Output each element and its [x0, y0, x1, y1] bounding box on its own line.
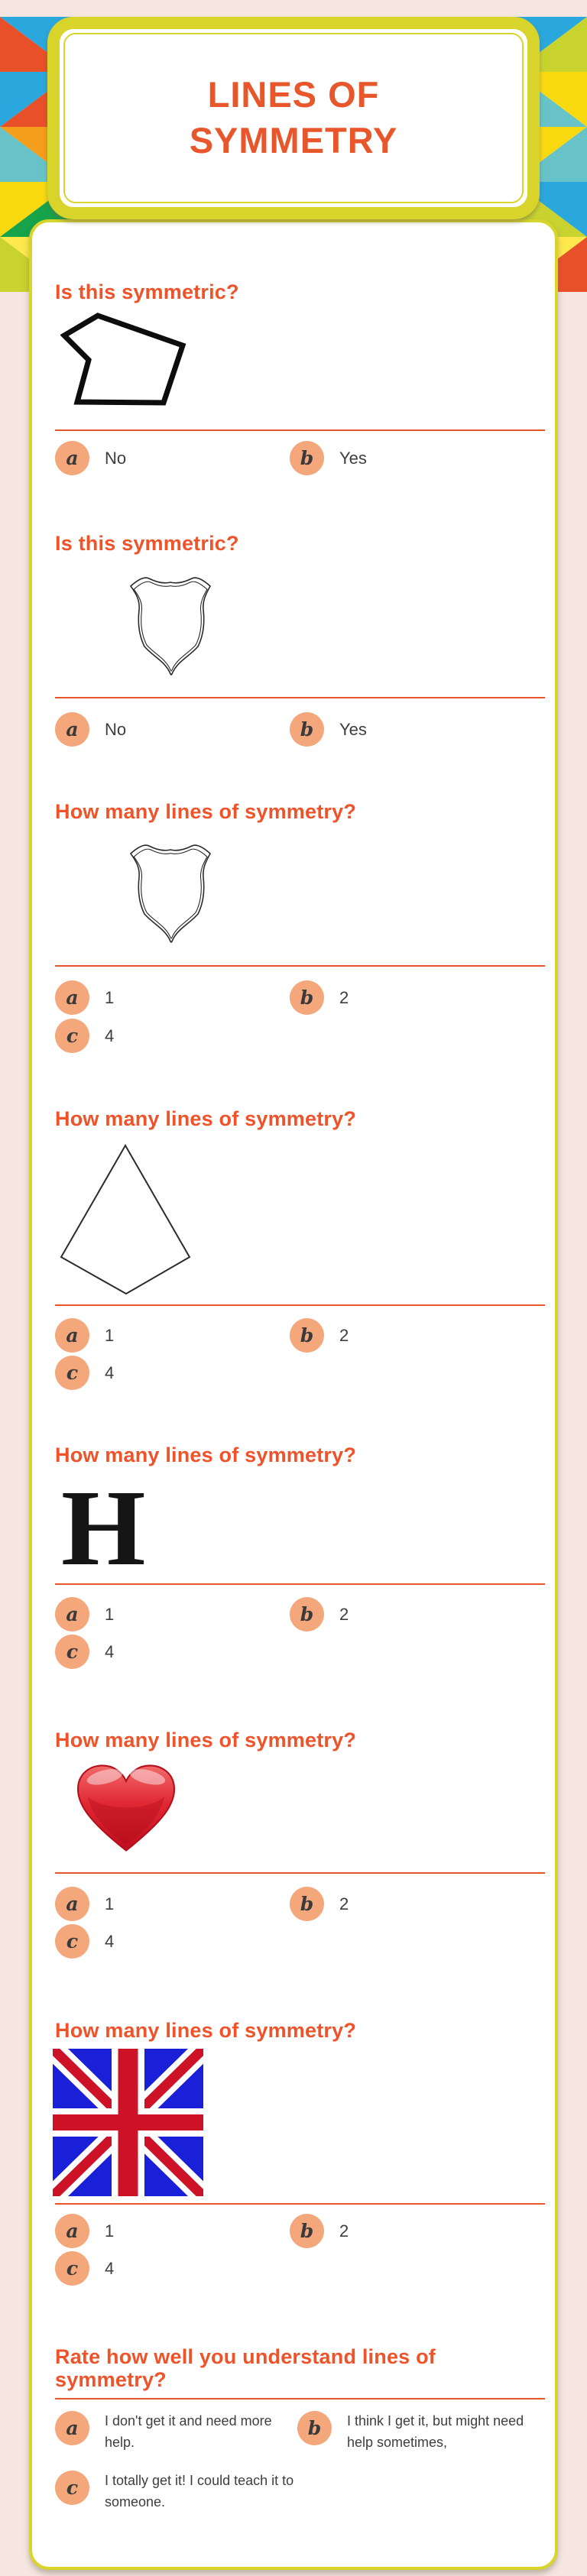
option-label: 4 — [105, 1931, 115, 1951]
option-letter: b — [300, 1603, 314, 1625]
option-a[interactable] — [55, 712, 290, 747]
option-letter: a — [66, 447, 79, 469]
rating-option-label: I totally get it! I could teach it to someone. — [105, 2472, 294, 2510]
rating-option-b[interactable] — [297, 2411, 545, 2454]
section-divider — [55, 965, 545, 967]
section-divider — [55, 2203, 545, 2205]
option-label: 1 — [105, 2221, 115, 2241]
worksheet-body-card — [29, 219, 558, 2570]
union-jack-flag — [53, 2049, 203, 2196]
option-letter-badge — [55, 1597, 89, 1631]
option-label: 2 — [339, 1604, 349, 1624]
option-letter-badge — [290, 1318, 324, 1353]
pentagon-shape — [60, 311, 190, 409]
option-letter: c — [66, 1930, 79, 1952]
option-letter-badge — [290, 712, 324, 747]
option-b[interactable] — [290, 441, 545, 475]
option-b[interactable] — [290, 980, 545, 1015]
option-label: 4 — [105, 2258, 115, 2278]
option-letter: b — [300, 987, 314, 1009]
question-title: How many lines of symmetry? — [55, 1444, 357, 1466]
option-c[interactable] — [55, 1019, 290, 1053]
option-letter: c — [66, 1025, 79, 1047]
option-label: 1 — [105, 1604, 115, 1624]
rating-option-a[interactable] — [55, 2411, 297, 2454]
option-letter: c — [66, 2476, 79, 2499]
option-letter: a — [66, 987, 79, 1009]
option-b[interactable] — [290, 1597, 545, 1631]
option-letter: a — [66, 1603, 79, 1625]
option-letter: a — [66, 2220, 79, 2242]
option-label: 4 — [105, 1641, 115, 1661]
option-letter-badge — [55, 1924, 89, 1959]
option-letter: b — [300, 1893, 314, 1915]
heart-shape — [73, 1761, 180, 1855]
option-letter: c — [66, 2257, 79, 2280]
option-letter: b — [300, 1324, 314, 1346]
option-letter: b — [307, 2417, 322, 2439]
worksheet-title-line2: SYMMETRY — [189, 120, 398, 160]
option-label: Yes — [339, 719, 367, 739]
option-letter-badge — [290, 1597, 324, 1631]
option-label: 2 — [339, 1325, 349, 1345]
option-letter-badge — [55, 2251, 89, 2286]
option-label: 2 — [339, 2221, 349, 2241]
option-label: 1 — [105, 1325, 115, 1345]
option-a[interactable] — [55, 2214, 290, 2248]
option-a[interactable] — [55, 1887, 290, 1921]
option-c[interactable] — [55, 1356, 290, 1390]
option-b[interactable] — [290, 712, 545, 747]
option-letter-badge — [55, 712, 89, 747]
section-divider — [55, 429, 545, 431]
option-b[interactable] — [290, 1318, 545, 1353]
rating-option-label: I don't get it and need more help. — [105, 2413, 272, 2450]
section-divider — [55, 1872, 545, 1874]
option-b[interactable] — [290, 1887, 545, 1921]
option-a[interactable] — [55, 441, 290, 475]
option-label: 4 — [105, 1363, 115, 1382]
option-letter-badge — [290, 980, 324, 1015]
option-letter-badge — [55, 1887, 89, 1921]
option-letter: a — [66, 718, 79, 740]
worksheet-header-card — [47, 17, 540, 219]
option-letter-badge — [290, 2214, 324, 2248]
rating-option-c[interactable] — [55, 2471, 297, 2513]
question-title: Is this symmetric? — [55, 280, 239, 303]
section-divider — [55, 1304, 545, 1306]
option-letter: b — [300, 447, 314, 469]
option-letter-badge — [55, 1356, 89, 1390]
option-b[interactable] — [290, 2214, 545, 2248]
option-label: 1 — [105, 987, 115, 1007]
option-label: No — [105, 719, 127, 739]
rating-option-label: I think I get it, but might need help sometimes, — [347, 2413, 524, 2450]
option-a[interactable] — [55, 1318, 290, 1353]
option-letter: a — [66, 1893, 79, 1915]
option-letter: c — [66, 1641, 79, 1663]
option-letter: b — [300, 718, 314, 740]
option-letter-badge — [290, 441, 324, 475]
option-letter: c — [66, 1362, 79, 1384]
section-divider — [55, 2398, 545, 2399]
question-title: How many lines of symmetry? — [55, 2019, 357, 2042]
option-letter-badge — [55, 441, 89, 475]
option-letter: b — [300, 2220, 314, 2242]
shield-shape — [129, 842, 212, 944]
option-label: 2 — [339, 987, 349, 1007]
option-letter-badge — [55, 980, 89, 1015]
worksheet-title — [60, 29, 527, 164]
worksheet-title-line1: LINES OF — [207, 74, 380, 115]
shield-shape — [129, 575, 212, 676]
option-letter: a — [66, 1324, 79, 1346]
option-label: No — [105, 448, 127, 468]
option-c[interactable] — [55, 1635, 290, 1669]
option-letter-badge — [55, 1635, 89, 1669]
option-letter: a — [66, 2417, 79, 2439]
option-label: Yes — [339, 448, 367, 468]
option-letter-badge — [55, 2471, 89, 2505]
kite-shape — [57, 1142, 194, 1295]
letter-h-figure: H — [61, 1467, 146, 1588]
question-title: Is this symmetric? — [55, 532, 239, 555]
question-title: How many lines of symmetry? — [55, 1107, 357, 1130]
rating-title: Rate how well you understand lines of symmetry? — [55, 2345, 436, 2391]
question-title: How many lines of symmetry? — [55, 1729, 357, 1751]
option-c[interactable] — [55, 1924, 290, 1959]
option-letter-badge — [55, 2214, 89, 2248]
option-letter-badge — [290, 1887, 324, 1921]
option-a[interactable] — [55, 980, 290, 1015]
option-letter-badge — [55, 2411, 89, 2445]
option-letter-badge — [55, 1318, 89, 1353]
option-a[interactable] — [55, 1597, 290, 1631]
option-letter-badge — [55, 1019, 89, 1053]
section-divider — [55, 697, 545, 698]
option-c[interactable] — [55, 2251, 290, 2286]
option-label: 2 — [339, 1894, 349, 1913]
option-label: 4 — [105, 1026, 115, 1045]
question-title: How many lines of symmetry? — [55, 800, 357, 823]
option-label: 1 — [105, 1894, 115, 1913]
option-letter-badge — [297, 2411, 332, 2445]
